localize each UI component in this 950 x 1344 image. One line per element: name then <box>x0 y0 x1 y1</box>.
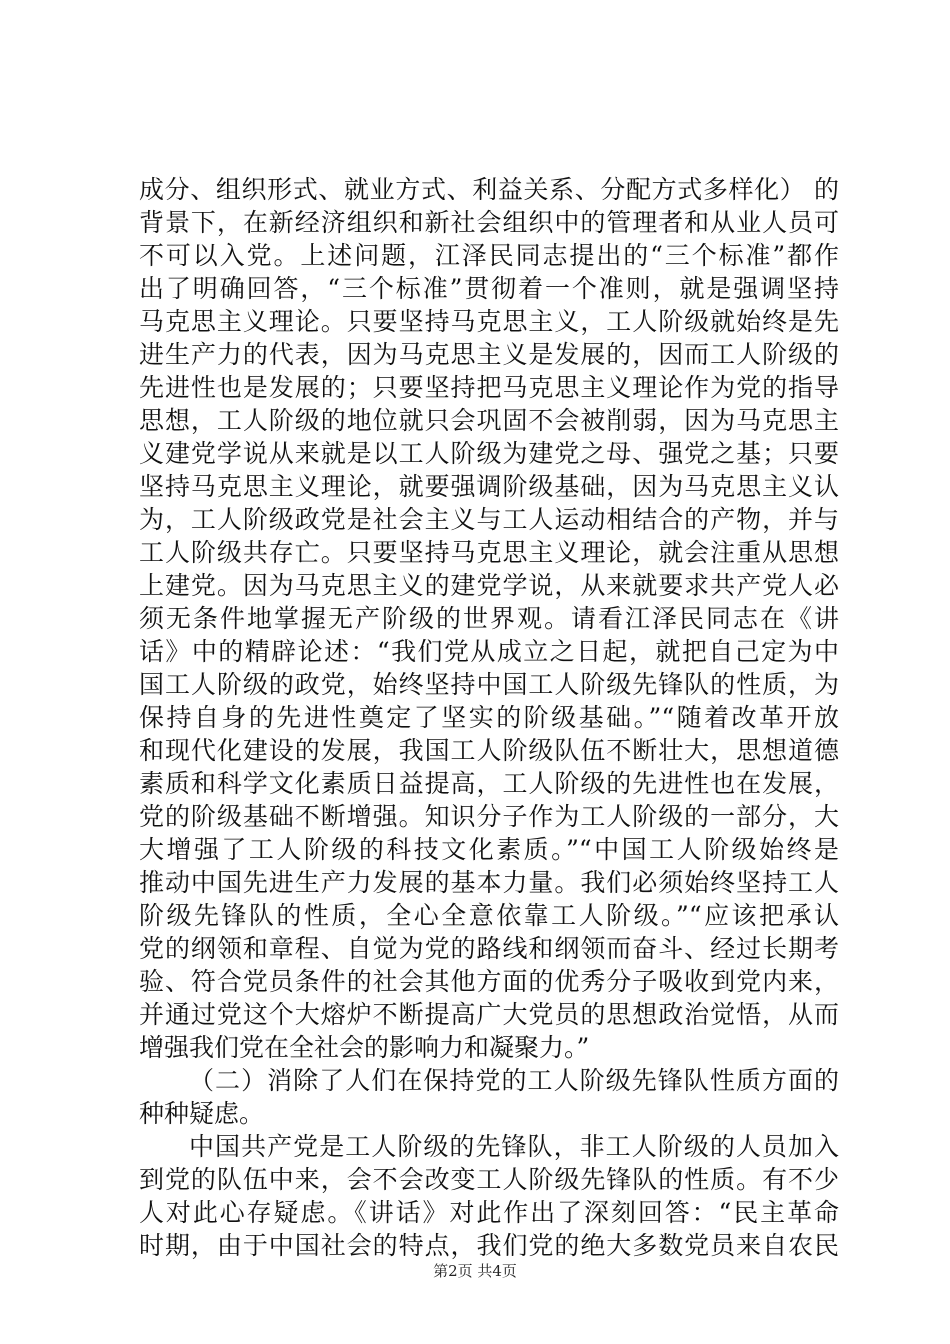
text-line: 推动中国先进生产力发展的基本力量。我们必须始终坚持工人 <box>139 868 839 897</box>
text-line: 思想，工人阶级的地位就只会巩固不会被削弱，因为马克思主 <box>139 406 839 435</box>
section-heading-continued: 种种疑虑。 <box>139 1099 265 1128</box>
body-text <box>139 173 839 1262</box>
section-heading: （二）消除了人们在保持党的工人阶级先锋队性质方面的 <box>189 1066 839 1095</box>
text-line: 须无条件地掌握无产阶级的世界观。请看江泽民同志在《讲 <box>139 604 839 633</box>
text-line: 工人阶级共存亡。只要坚持马克思主义理论，就会注重从思想 <box>139 538 839 567</box>
text-line: 为，工人阶级政党是社会主义与工人运动相结合的产物，并与 <box>139 505 839 534</box>
text-line: 成分、组织形式、就业方式、利益关系、分配方式多样化） 的 <box>139 175 839 204</box>
text-line: 保持自身的先进性奠定了坚实的阶级基础。”“随着改革开放 <box>139 703 839 732</box>
text-line: 大增强了工人阶级的科技文化素质。”“中国工人阶级始终是 <box>139 835 839 864</box>
text-line: 国工人阶级的政党，始终坚持中国工人阶级先锋队的性质，为 <box>139 670 839 699</box>
text-line: 马克思主义理论。只要坚持马克思主义，工人阶级就始终是先 <box>139 307 839 336</box>
text-line: 验、符合党员条件的社会其他方面的优秀分子吸收到党内来， <box>139 967 839 996</box>
text-line: 出了明确回答，“三个标准”贯彻着一个准则，就是强调坚持 <box>139 274 839 303</box>
text-line: 人对此心存疑虑。《讲话》对此作出了深刻回答：“民主革命 <box>139 1198 839 1227</box>
text-line: 上建党。因为马克思主义的建党学说，从来就要求共产党人必 <box>139 571 839 600</box>
text-line: 中国共产党是工人阶级的先锋队，非工人阶级的人员加入 <box>189 1132 839 1161</box>
text-line: 义建党学说从来就是以工人阶级为建党之母、强党之基；只要 <box>139 439 839 468</box>
text-line: 时期，由于中国社会的特点，我们党的绝大多数党员来自农民 <box>139 1231 839 1260</box>
text-line: 先进性也是发展的；只要坚持把马克思主义理论作为党的指导 <box>139 373 839 402</box>
text-line: 并通过党这个大熔炉不断提高广大党员的思想政治觉悟，从而 <box>139 1000 839 1029</box>
text-line: 党的纲领和章程、自觉为党的路线和纲领而奋斗、经过长期考 <box>139 934 839 963</box>
text-line: 党的阶级基础不断增强。知识分子作为工人阶级的一部分，大 <box>139 802 839 831</box>
text-line: 和现代化建设的发展，我国工人阶级队伍不断壮大，思想道德 <box>139 736 839 765</box>
text-line: 话》中的精辟论述：“我们党从成立之日起，就把自己定为中 <box>139 637 839 666</box>
text-line: 坚持马克思主义理论，就要强调阶级基础，因为马克思主义认 <box>139 472 839 501</box>
text-line: 背景下，在新经济组织和新社会组织中的管理者和从业人员可 <box>139 208 839 237</box>
text-line: 增强我们党在全社会的影响力和凝聚力。” <box>139 1033 590 1062</box>
text-line: 阶级先锋队的性质，全心全意依靠工人阶级。”“应该把承认 <box>139 901 839 930</box>
page-number-footer: 第2页 共4页 <box>433 1262 517 1280</box>
text-line: 不可以入党。上述问题，江泽民同志提出的“三个标准”都作 <box>139 241 839 270</box>
text-line: 到党的队伍中来，会不会改变工人阶级先锋队的性质。有不少 <box>139 1165 839 1194</box>
text-line: 素质和科学文化素质日益提高，工人阶级的先进性也在发展， <box>139 769 839 798</box>
text-line: 进生产力的代表，因为马克思主义是发展的，因而工人阶级的 <box>139 340 839 369</box>
